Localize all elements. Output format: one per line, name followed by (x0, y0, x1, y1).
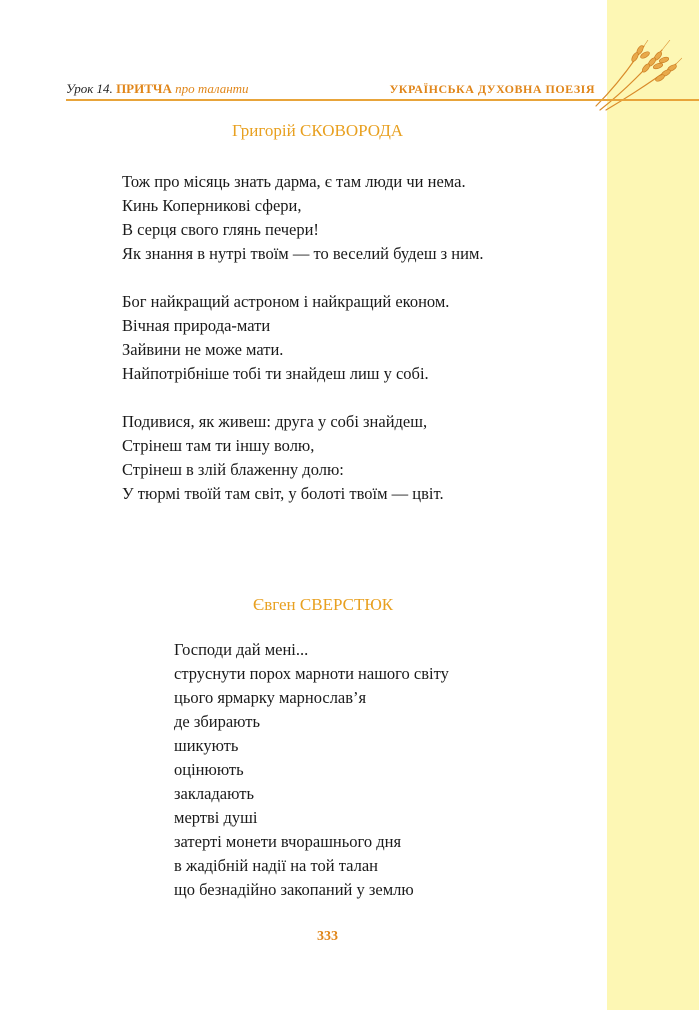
page-header (66, 80, 599, 100)
poem-line: Господи дай мені... (174, 640, 309, 659)
poem-line: цього ярмарку марнослав’я (174, 688, 367, 707)
poem-line: що безнадійно закопаний у землю (174, 880, 414, 899)
side-color-band (607, 0, 699, 1010)
poem-line: Кинь Коперникові сфери, (122, 196, 302, 215)
parable-label: ПРИТЧА (116, 81, 172, 96)
section-title: УКРАЇНСЬКА ДУХОВНА ПОЕЗІЯ (389, 82, 595, 96)
poem-line: Стрінеш там ти іншу волю, (122, 436, 315, 455)
poem1-author: Григорій СКОВОРОДА (232, 121, 404, 140)
poem-line: Найпотрібніше тобі ти знайдеш лиш у собі. (122, 364, 429, 383)
poem2-text (174, 638, 449, 902)
poem-line: шикують (174, 736, 239, 755)
poem-line: Тож про місяць знать дарма, є там люди чи нема. (122, 172, 466, 191)
lesson-subtitle: про таланти (175, 81, 249, 96)
poem1-text (122, 170, 484, 506)
poem-line: Подивися, як живеш: друга у собі знайдеш, (122, 412, 428, 431)
poem-line: Стрінеш в злій блаженну долю: (122, 460, 344, 479)
poem-line: де збирають (174, 712, 261, 731)
stanza-gap (122, 266, 484, 290)
poem-line: Зайвини не може мати. (122, 340, 284, 359)
poem-line: Бог найкращий астроном і найкращий економ. (122, 292, 450, 311)
stanza-gap (122, 386, 484, 410)
lesson-number: Урок 14. (66, 81, 113, 96)
poem-line: Як знання в нутрі твоїм — то веселий будеш з ним. (122, 244, 484, 263)
poem-line: струснути порох марноти нашого світу (174, 664, 449, 683)
poem-line: закладають (174, 784, 254, 803)
header-divider (66, 99, 699, 101)
page-number: 333 (317, 929, 338, 944)
poem-line: У тюрмі твоїй там світ, у болоті твоїм — цвіт. (122, 484, 444, 503)
wheat-icon (592, 40, 682, 112)
poem-line: В серця свого глянь печери! (122, 220, 319, 239)
poem-line: мертві душі (174, 808, 258, 827)
poem-line: в жадібній надії на той талан (174, 856, 378, 875)
poem-line: оцінюють (174, 760, 244, 779)
poem2-author: Євген СВЕРСТЮК (253, 595, 394, 614)
poem-line: затерті монети вчорашнього дня (174, 832, 402, 851)
poem-line: Вічная природа-мати (122, 316, 271, 335)
lesson-title (66, 81, 249, 97)
